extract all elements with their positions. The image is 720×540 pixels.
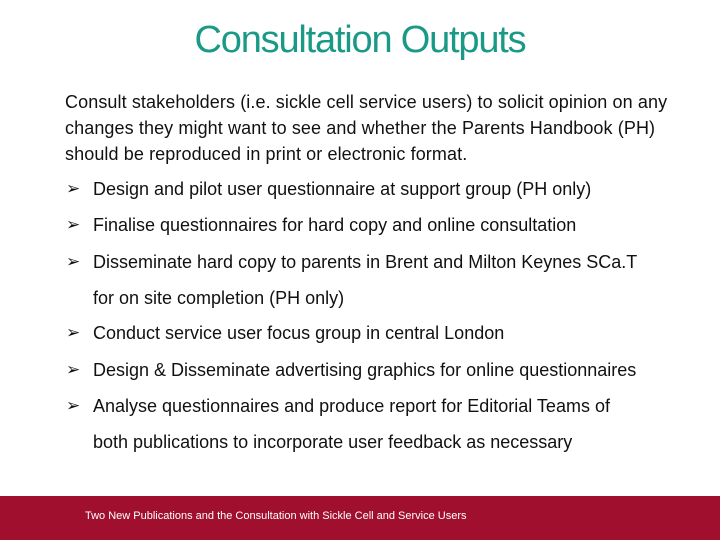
arrow-bullet-icon: ➢ bbox=[66, 179, 81, 198]
bullet-continuation-text: for on site completion (PH only) bbox=[93, 288, 345, 308]
arrow-bullet-icon: ➢ bbox=[66, 252, 81, 271]
slide-title: Consultation Outputs bbox=[194, 19, 526, 61]
arrow-bullet-icon: ➢ bbox=[66, 396, 81, 415]
bullet-text: Finalise questionnaires for hard copy and online consultation bbox=[93, 215, 577, 235]
bullet-continuation-text: both publications to incorporate user feedback as necessary bbox=[93, 432, 573, 452]
arrow-bullet-icon: ➢ bbox=[66, 323, 81, 342]
arrow-bullet-icon: ➢ bbox=[66, 360, 81, 379]
intro-paragraph: Consult stakeholders (i.e. sickle cell service users) to solicit opinion on any changes they might want to see and whether the Parents Handbook (PH) should be reproduced in print or electronic format. bbox=[65, 92, 668, 164]
bullet-text: Disseminate hard copy to parents in Brent and Milton Keynes SCa.T bbox=[93, 252, 638, 272]
footer-bar bbox=[0, 496, 720, 540]
bullet-text: Design and pilot user questionnaire at support group (PH only) bbox=[93, 179, 592, 199]
arrow-bullet-icon: ➢ bbox=[66, 215, 81, 234]
bullet-text: Design & Disseminate advertising graphics for online questionnaires bbox=[93, 360, 637, 380]
bullet-text: Analyse questionnaires and produce report for Editorial Teams of bbox=[93, 396, 610, 416]
footer-text: Two New Publications and the Consultation with Sickle Cell and Service Users bbox=[85, 510, 467, 522]
bullet-text: Conduct service user focus group in central London bbox=[93, 323, 505, 343]
